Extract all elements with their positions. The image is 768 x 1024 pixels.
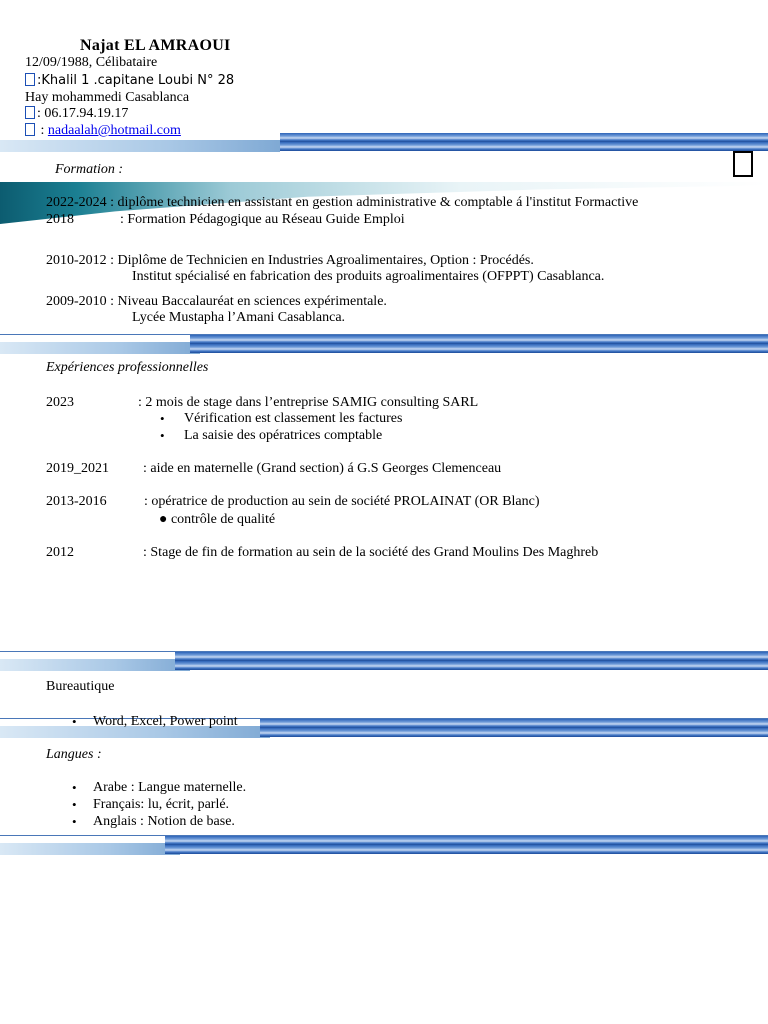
phone-icon <box>25 106 35 119</box>
bullet-icon: • <box>72 814 77 829</box>
bullet-icon: • <box>72 797 77 812</box>
formation-item: 2022-2024 : diplôme technicien en assistant en gestion administrative & comptable á l'institut Formactive <box>46 195 639 210</box>
experience-text: : opératrice de production au sein de société PROLAINAT (OR Blanc) <box>144 494 540 509</box>
birth-status: 12/09/1988, Célibataire <box>25 55 158 70</box>
formation-heading: Formation : <box>55 162 124 177</box>
bullet-icon: • <box>72 780 77 795</box>
bureautique-heading: Bureautique <box>46 679 115 694</box>
experience-text: : aide en maternelle (Grand section) á G.S Georges Clemenceau <box>143 461 502 476</box>
checkbox-square <box>733 151 753 177</box>
bullet-icon: • <box>160 428 165 443</box>
language-item: Français: lu, écrit, parlé. <box>93 797 230 812</box>
email-link[interactable]: nadaalah@hotmail.com <box>47 123 181 138</box>
bureautique-item: Word, Excel, Power point <box>93 714 238 729</box>
experience-date: 2023 <box>46 395 74 410</box>
experience-date: 2012 <box>46 545 74 560</box>
formation-sub: Institut spécialisé en fabrication des produits agroalimentaires (OFPPT) Casablanca. <box>132 269 605 284</box>
language-item: Arabe : Langue maternelle. <box>93 780 247 795</box>
email-prefix: : <box>37 123 48 138</box>
address-line-2: Hay mohammedi Casablanca <box>25 90 190 105</box>
divider-band <box>0 650 768 672</box>
formation-item: 2009-2010 : Niveau Baccalauréat en sciences expérimentale. <box>46 294 387 309</box>
language-item: Anglais : Notion de base. <box>93 814 235 829</box>
experience-bullet: ● contrôle de qualité <box>159 512 276 527</box>
bullet-icon: • <box>160 411 165 426</box>
formation-item: 2018 : Formation Pédagogique au Réseau Guide Emploi <box>46 212 405 227</box>
divider-band <box>0 131 768 153</box>
experience-text: : Stage de fin de formation au sein de la société des Grand Moulins Des Maghreb <box>143 545 599 560</box>
experience-date: 2019_2021 <box>46 461 109 476</box>
experience-bullet: La saisie des opératrices comptable <box>184 428 383 443</box>
phone-line <box>25 106 128 122</box>
experience-date: 2013-2016 <box>46 494 107 509</box>
bullet-icon: • <box>72 714 77 729</box>
address-text: :Khalil 1 .capitane Loubi N° 28 <box>37 73 235 88</box>
address-line-1 <box>25 73 234 88</box>
experience-bullet: Vérification est classement les factures <box>184 411 403 426</box>
langues-heading: Langues : <box>46 747 102 762</box>
experience-heading: Expériences professionnelles <box>46 360 209 375</box>
experience-text: : 2 mois de stage dans l’entreprise SAMIG consulting SARL <box>138 395 479 410</box>
divider-band <box>0 333 768 355</box>
candidate-name: Najat EL AMRAOUI <box>80 37 231 54</box>
home-icon <box>25 73 35 86</box>
divider-band <box>0 834 768 856</box>
formation-sub: Lycée Mustapha l’Amani Casablanca. <box>132 310 346 325</box>
formation-item: 2010-2012 : Diplôme de Technicien en Industries Agroalimentaires, Option : Procédés. <box>46 253 534 268</box>
phone-text: : 06.17.94.19.17 <box>37 106 129 121</box>
